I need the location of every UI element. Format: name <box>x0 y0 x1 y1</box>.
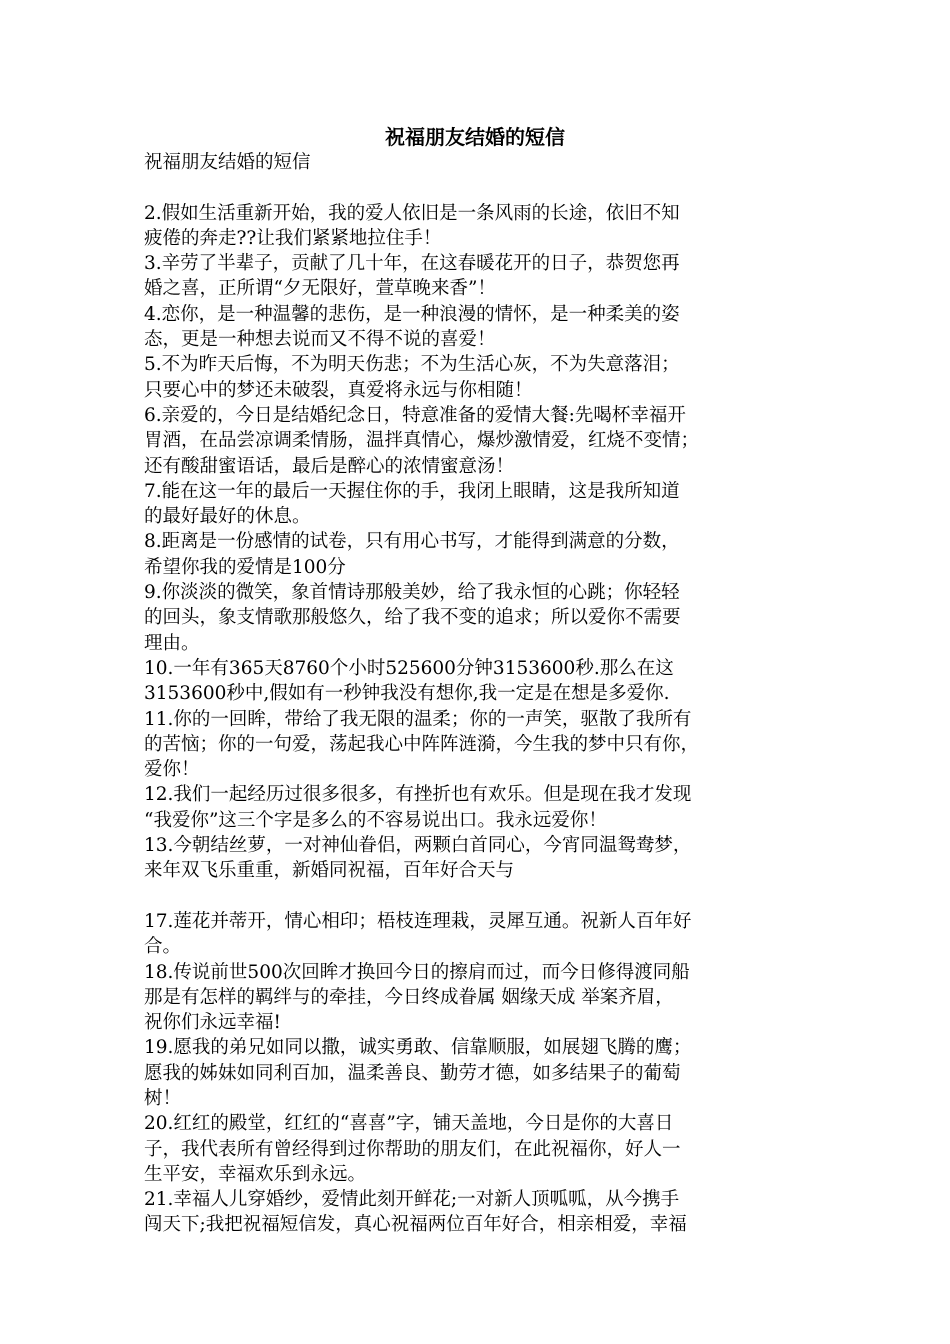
document-subtitle: 祝福朋友结婚的短信 <box>144 152 311 173</box>
text-line: 理由。 <box>144 632 200 654</box>
text-line: 祝你们永远幸福! <box>144 1012 281 1034</box>
text-line: “我爱你”这三个字是多么的不容易说出口。我永远爱你！ <box>144 809 607 831</box>
text-line: 10.一年有365天8760个小时525600分钟3153600秒.那么在这 <box>144 657 674 679</box>
text-line: 爱你！ <box>144 759 200 781</box>
blank-line <box>144 884 804 909</box>
text-line: 愿我的姊妹如同利百加，温柔善良、勤劳才德，如多结果子的葡萄 <box>144 1062 681 1084</box>
text-line: 还有酸甜蜜语话，最后是醉心的浓情蜜意汤！ <box>144 455 515 477</box>
text-line: 疲倦的奔走??让我们紧紧地拉住手！ <box>144 227 442 249</box>
text-line: 20.红红的殿堂，红红的“喜喜”字，铺天盖地，今日是你的大喜日 <box>144 1113 674 1135</box>
text-line: 3.辛劳了半辈子，贡献了几十年，在这春暖花开的日子，恭贺您再 <box>144 253 680 275</box>
text-line: 4.恋你，是一种温馨的悲伤，是一种浪漫的情怀，是一种柔美的姿 <box>144 303 680 325</box>
text-line: 5.不为昨天后悔，不为明天伤悲；不为生活心灰，不为失意落泪； <box>144 354 680 376</box>
text-line: 2.假如生活重新开始，我的爱人依旧是一条风雨的长途，依旧不知 <box>144 202 680 224</box>
text-line: 子，我代表所有曾经得到过你帮助的朋友们，在此祝福你，好人一 <box>144 1138 681 1160</box>
text-line: 11.你的一回眸，带给了我无限的温柔；你的一声笑，驱散了我所有 <box>144 708 692 730</box>
text-line: 8.距离是一份感情的试卷，只有用心书写，才能得到满意的分数， <box>144 531 680 553</box>
text-line: 18.传说前世500次回眸才换回今日的擦肩而过，而今日修得渡同船 <box>144 961 690 983</box>
text-line: 只要心中的梦还未破裂，真爱将永远与你相随！ <box>144 379 533 401</box>
text-line: 婚之喜，正所谓“夕无限好，萱草晚来香”！ <box>144 278 496 300</box>
document-body <box>144 150 804 1238</box>
text-line: 12.我们一起经历过很多很多，有挫折也有欢乐。但是现在我才发现 <box>144 784 692 806</box>
text-line: 希望你我的爱情是100分 <box>144 556 346 578</box>
text-line: 9.你淡淡的微笑，象首情诗那般美妙，给了我永恒的心跳；你轻轻 <box>144 582 680 604</box>
text-line: 闯天下;我把祝福短信发，真心祝福两位百年好合，相亲相爱，幸福 <box>144 1214 687 1236</box>
text-line: 那是有怎样的羁绊与的牵挂，今日终成眷属 姻缘天成 举案齐眉， <box>144 986 674 1008</box>
text-line: 树！ <box>144 1087 182 1109</box>
text-line: 的最好最好的休息。 <box>144 506 311 528</box>
text-line: 13.今朝结丝萝，一对神仙眷侣，两颗白首同心，今宵同温鸳鸯梦， <box>144 835 692 857</box>
text-line: 3153600秒中,假如有一秒钟我没有想你,我一定是在想是多爱你. <box>144 683 670 705</box>
text-line: 的回头，象支情歌那般悠久，给了我不变的追求；所以爱你不需要 <box>144 607 681 629</box>
text-line: 7.能在这一年的最后一天握住你的手，我闭上眼睛，这是我所知道 <box>144 480 680 502</box>
text-line: 生平安，幸福欢乐到永远。 <box>144 1163 367 1185</box>
text-line: 态，更是一种想去说而又不得不说的喜爱！ <box>144 329 496 351</box>
page-title: 祝福朋友结婚的短信 <box>385 125 565 149</box>
text-line: 6.亲爱的，今日是结婚纪念日，特意准备的爱情大餐:先喝杯幸福开 <box>144 404 686 426</box>
text-line: 的苦恼；你的一句爱，荡起我心中阵阵涟漪，今生我的梦中只有你， <box>144 733 700 755</box>
text-line: 来年双飞乐重重，新婚同祝福，百年好合天与 <box>144 860 515 882</box>
text-line: 19.愿我的弟兄如同以撒，诚实勇敢、信靠顺服，如展翅飞腾的鹰； <box>144 1037 692 1059</box>
blank-line <box>144 175 804 200</box>
text-line: 17.莲花并蒂开，情心相印；梧枝连理栽，灵犀互通。祝新人百年好 <box>144 910 692 932</box>
text-line: 胃酒，在品尝凉调柔情肠，温拌真情心，爆炒激情爱，红烧不变情； <box>144 430 700 452</box>
text-line: 21.幸福人儿穿婚纱，爱情此刻开鲜花;一对新人顶呱呱，从今携手 <box>144 1189 680 1211</box>
text-line: 合。 <box>144 936 182 958</box>
